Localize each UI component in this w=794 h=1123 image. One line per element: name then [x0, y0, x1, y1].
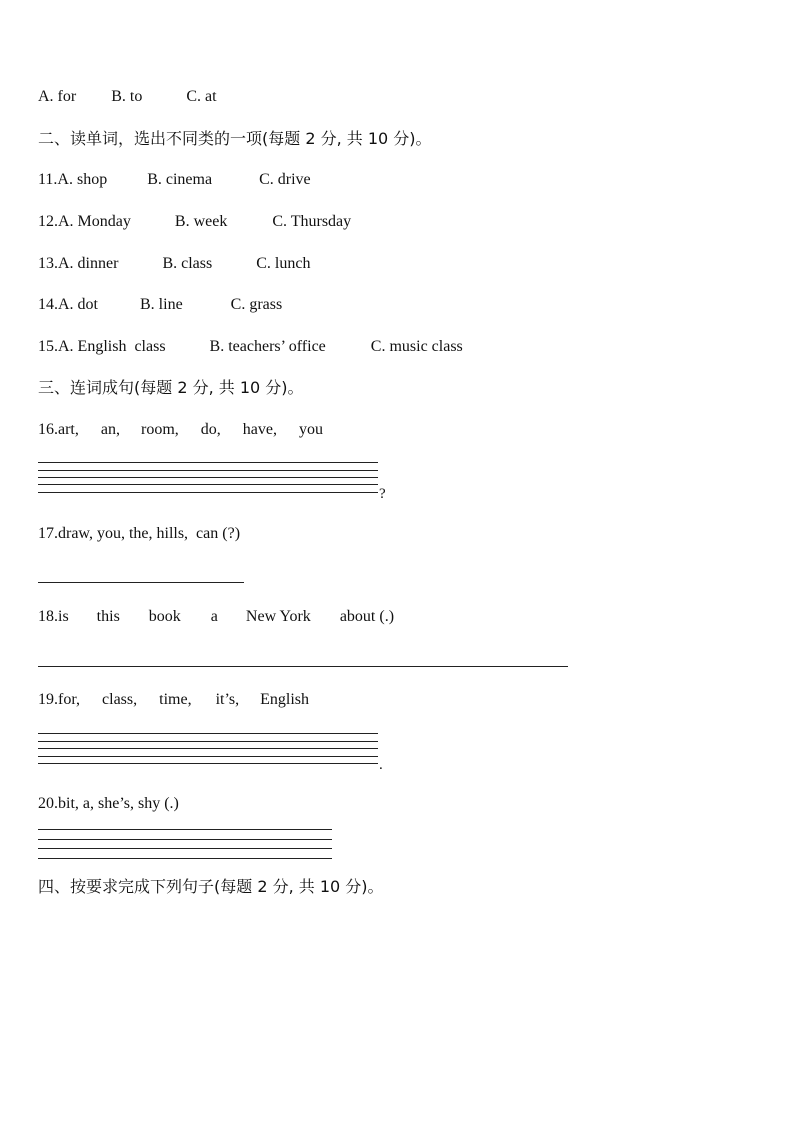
word: have, — [242, 421, 277, 438]
option-b: B. to — [111, 88, 143, 105]
prev-question-options — [38, 87, 217, 107]
option-b: B. cinema — [147, 171, 213, 188]
option-a: A. shop — [57, 171, 108, 188]
word: is — [58, 608, 69, 625]
question-13 — [38, 254, 310, 274]
option-c: C. grass — [230, 296, 283, 313]
answer-line — [38, 763, 378, 764]
question-text: bit, a, she’s, shy (.) — [58, 795, 179, 812]
option-a: A. Monday — [58, 213, 131, 230]
end-mark: . — [379, 757, 383, 773]
answer-line — [38, 756, 378, 757]
question-number: 15. — [38, 338, 58, 355]
option-c: C. drive — [259, 171, 311, 188]
question-12 — [38, 212, 351, 232]
word: time, — [159, 691, 192, 708]
answer-line — [38, 829, 332, 830]
word: you — [298, 421, 323, 438]
question-18 — [38, 607, 394, 627]
option-c: C. at — [186, 88, 217, 105]
option-a: A. English class — [58, 338, 166, 355]
option-a: A. dinner — [58, 255, 119, 272]
answer-line — [38, 470, 378, 471]
question-number: 11. — [38, 171, 58, 188]
section-2-title: 二、读单词，选出不同类的一项(每题 2 分, 共 10 分)。 — [38, 129, 432, 148]
question-20 — [38, 794, 179, 814]
word: an, — [100, 421, 120, 438]
answer-line — [38, 492, 378, 493]
option-c: C. Thursday — [272, 213, 352, 230]
question-number: 18. — [38, 608, 58, 625]
question-number: 16. — [38, 421, 58, 438]
question-16 — [38, 420, 323, 440]
question-14 — [38, 295, 282, 315]
option-c: C. music class — [370, 338, 463, 355]
answer-line — [38, 666, 568, 667]
option-a: A. for — [38, 88, 77, 105]
question-number: 14. — [38, 296, 58, 313]
word: do, — [200, 421, 221, 438]
word: room, — [140, 421, 179, 438]
question-text: draw, you, the, hills, can (?) — [58, 525, 241, 542]
question-11 — [38, 170, 311, 190]
answer-line — [38, 477, 378, 478]
question-19 — [38, 690, 309, 710]
option-b: B. teachers’ office — [209, 338, 326, 355]
answer-line — [38, 733, 378, 734]
question-number: 19. — [38, 691, 58, 708]
answer-line — [38, 839, 332, 840]
word: class, — [102, 691, 138, 708]
word: for, — [58, 691, 81, 708]
answer-line — [38, 582, 244, 583]
word: art, — [58, 421, 79, 438]
word: New York — [245, 608, 311, 625]
section-3-title: 三、连词成句(每题 2 分, 共 10 分)。 — [38, 378, 304, 397]
question-number: 20. — [38, 795, 58, 812]
answer-line — [38, 748, 378, 749]
option-b: B. line — [140, 296, 183, 313]
word: a — [210, 608, 218, 625]
word: book — [148, 608, 181, 625]
word: English — [260, 691, 310, 708]
answer-line — [38, 484, 378, 485]
answer-line — [38, 848, 332, 849]
word: this — [96, 608, 120, 625]
question-number: 13. — [38, 255, 58, 272]
option-a: A. dot — [58, 296, 98, 313]
question-number: 17. — [38, 525, 58, 542]
answer-line — [38, 462, 378, 463]
question-number: 12. — [38, 213, 58, 230]
option-c: C. lunch — [256, 255, 311, 272]
end-mark: ? — [379, 486, 386, 502]
option-b: B. class — [162, 255, 213, 272]
section-4-title: 四、按要求完成下列句子(每题 2 分, 共 10 分)。 — [38, 877, 384, 896]
question-17 — [38, 524, 240, 544]
answer-line — [38, 858, 332, 859]
option-b: B. week — [174, 213, 228, 230]
word: about (.) — [339, 608, 395, 625]
answer-line — [38, 741, 378, 742]
word: it’s, — [215, 691, 240, 708]
question-15 — [38, 337, 463, 357]
